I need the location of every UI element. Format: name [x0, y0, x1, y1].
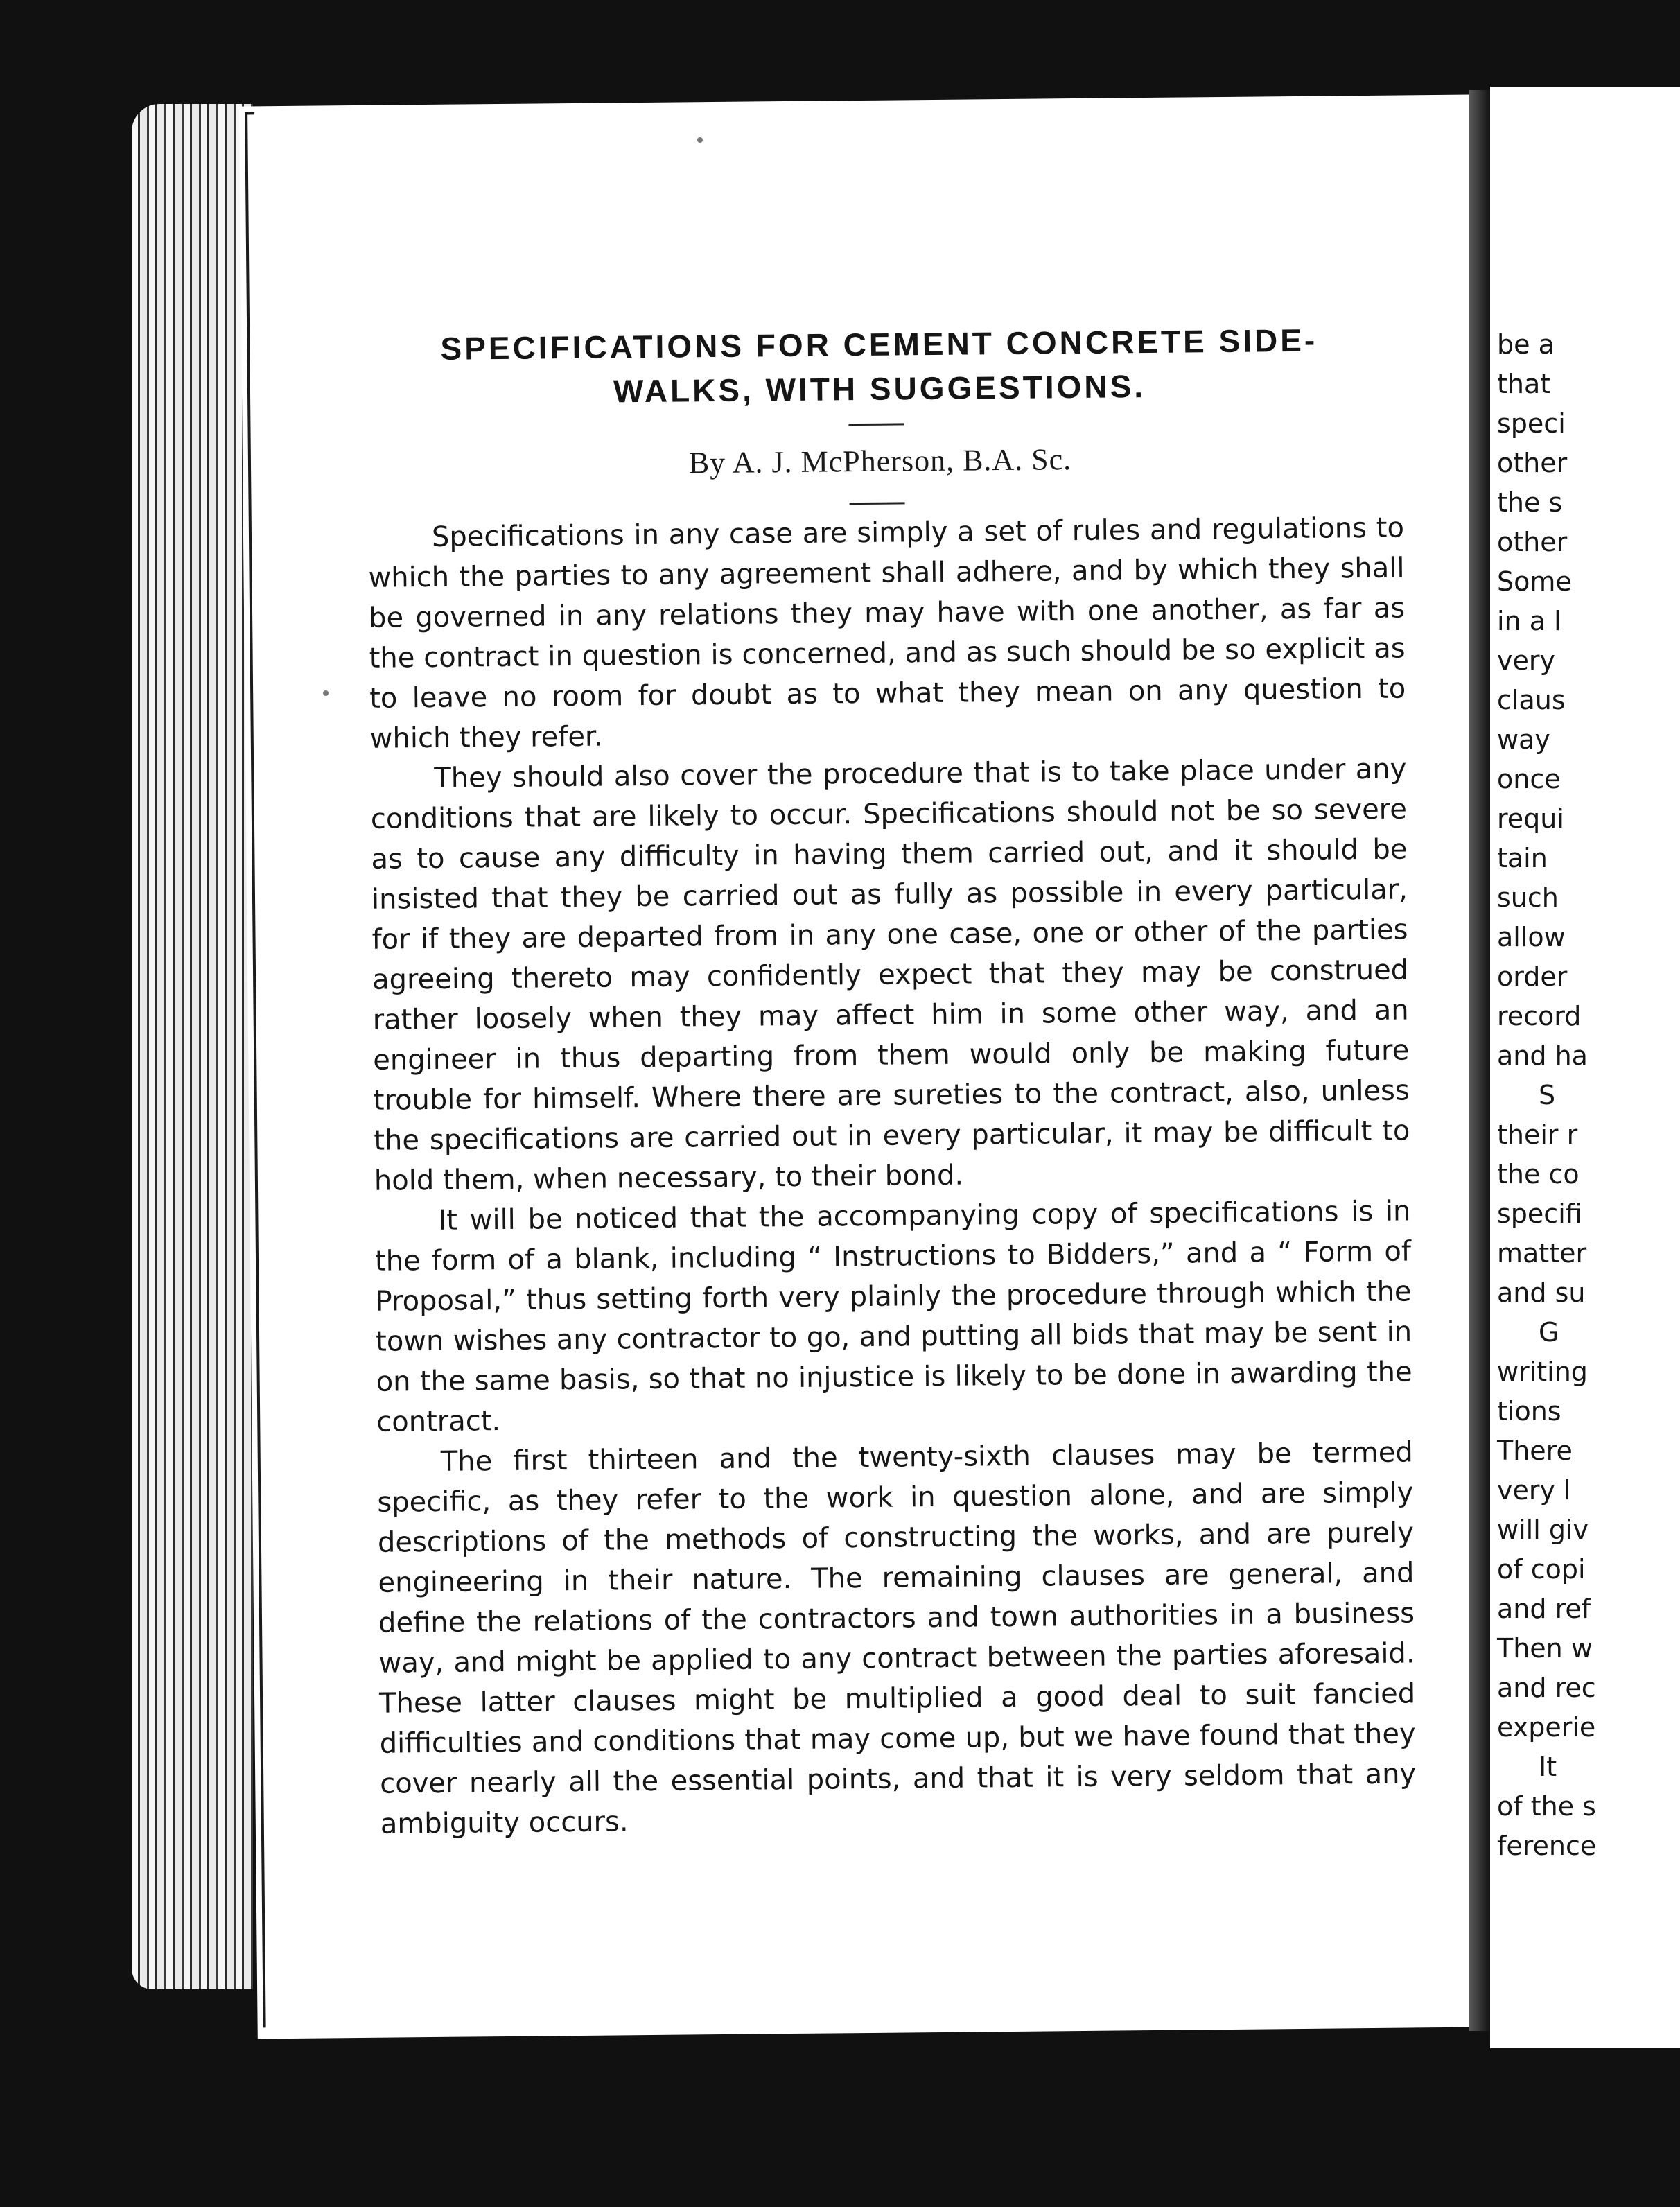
facing-page-line: It	[1539, 1752, 1557, 1782]
facing-page-line: There	[1497, 1436, 1573, 1466]
facing-page-line: of the s	[1497, 1791, 1596, 1822]
facing-page-line: other	[1497, 448, 1568, 478]
facing-page-line: very l	[1497, 1475, 1571, 1506]
facing-page-line: the s	[1497, 487, 1563, 518]
facing-page-line: matter	[1497, 1238, 1587, 1268]
facing-page-line: Some	[1497, 566, 1572, 597]
dust-speck	[697, 137, 703, 143]
facing-page-line: writing	[1497, 1357, 1588, 1387]
facing-page-line: that	[1497, 369, 1551, 399]
book-page-edges	[132, 104, 253, 1989]
facing-page-line: way	[1497, 724, 1550, 755]
facing-page-line: and ha	[1497, 1040, 1588, 1071]
paragraph: It will be noticed that the accompanying copy of specifications is in the form of a blank, including “ Instructions to Bidders,” and a “ Form of Proposal,” thus setting forth very plainly the procedure through which the town wishes any contractor to go, and putting all bids that may be sent in on the same basis, so that no injustice is likely to be done in awarding the contract.	[374, 1195, 1412, 1438]
dust-speck	[323, 690, 329, 696]
facing-page-line: of copi	[1497, 1554, 1586, 1585]
facing-page-line: ference	[1497, 1831, 1597, 1861]
facing-page-line: and su	[1497, 1277, 1586, 1308]
facing-page-line: G	[1539, 1317, 1559, 1347]
facing-page-line: Then w	[1497, 1633, 1593, 1664]
facing-page-line: very	[1497, 645, 1555, 676]
byline-divider	[850, 502, 905, 505]
facing-page-line: experie	[1497, 1712, 1596, 1743]
article-title: SPECIFICATIONS FOR CEMENT CONCRETE SIDE-WALKS, WITH SUGGESTIONS.	[440, 322, 1318, 410]
author-byline: By A. J. McPherson, B.A. Sc.	[688, 442, 1072, 480]
facing-page-line: the co	[1497, 1159, 1580, 1189]
facing-page-line: S	[1539, 1080, 1556, 1110]
facing-page-line: claus	[1497, 685, 1566, 715]
facing-page-line: such	[1497, 882, 1559, 913]
article-body	[368, 507, 1417, 1844]
paragraph: Specifications in any case are simply a set of rules and regulations to which the parties to any agreement shall adhere, and by which they shall be governed in any relations they may have with one another, as far as the contract in question is concerned, and as such should be so explicit as to leave no room for doubt as to what they mean on any question to which they refer.	[368, 512, 1406, 755]
facing-page-line: once	[1497, 764, 1561, 794]
facing-page-line: in a l	[1497, 606, 1561, 636]
left-page	[239, 94, 1498, 2039]
facing-page-line: other	[1497, 527, 1568, 557]
right-page	[1490, 87, 1680, 2048]
facing-page-line: tions	[1497, 1396, 1561, 1427]
paragraph: The first thirteen and the twenty-sixth clauses may be termed specific, as they refer to the work in question alone, and are simply descriptions of the methods of constructing the works, and are purely engineering in their nature. The remaining clauses are general, and define the relations of the contractors and town authorities in a business way, and might be applied to any contract between the parties aforesaid. These latter clauses might be multiplied a good deal to suit fancied difficulties and conditions that may come up, but we have found that they cover nearly all the essential points, and that it is very seldom that any ambiguity occurs.	[377, 1436, 1417, 1840]
facing-page-line: and rec	[1497, 1673, 1596, 1703]
facing-page-line: will giv	[1497, 1515, 1589, 1545]
facing-page-line: specifi	[1497, 1198, 1582, 1229]
facing-page-line: their r	[1497, 1119, 1578, 1150]
facing-page-line: allow	[1497, 922, 1566, 952]
facing-page-line: requi	[1497, 803, 1564, 834]
facing-page-line: order	[1497, 961, 1568, 992]
facing-page-line: and ref	[1497, 1594, 1591, 1624]
facing-page-line: record	[1497, 1001, 1582, 1031]
paragraph: They should also cover the procedure that is to take place under any conditions that are likely to occur. Specifications should not be so severe as to cause any difficulty in having them carried out, and it should be insisted that they be carried out as fully as possible in every particular, for if they are departed from in any one case, one or other of the parties agreeing thereto may confidently expect that they may be construed rather loosely when they may affect him in some other way, and an engineer in thus departing from them would only be making future trouble for himself. Where there are sureties to the contract, also, unless the specifications are carried out in every particular, it may be difficult to hold them, when necessary, to their bond.	[370, 753, 1410, 1197]
facing-page-line: tain	[1497, 843, 1548, 873]
title-divider	[848, 423, 904, 426]
facing-page-line: be a	[1497, 329, 1555, 360]
facing-page-line: speci	[1497, 408, 1566, 439]
book-gutter	[1469, 90, 1490, 2031]
